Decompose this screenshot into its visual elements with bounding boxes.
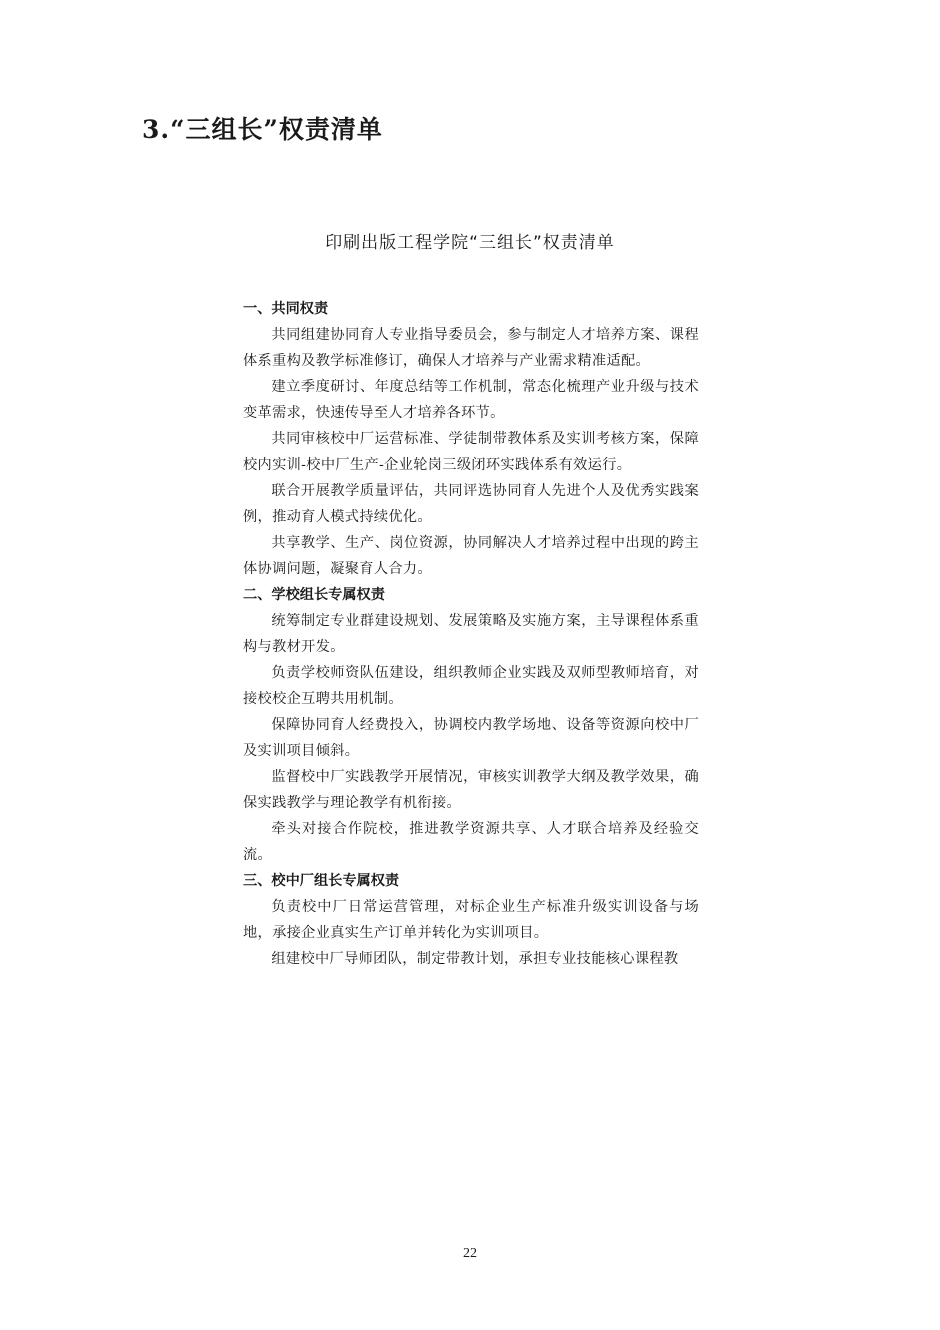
- section-factory-leader-duties: [243, 868, 699, 972]
- paragraph: 负责校中厂日常运营管理，对标企业生产标准升级实训设备与场地，承接企业真实生产订单并转化为实训项目。: [243, 899, 699, 941]
- paragraph: 共享教学、生产、岗位资源，协同解决人才培养过程中出现的跨主体协调问题，凝聚育人合力。: [243, 535, 699, 577]
- section-title: 三、校中厂组长专属权责: [243, 873, 400, 889]
- section-school-leader-duties: [243, 582, 699, 868]
- paragraph: 共同组建协同育人专业指导委员会，参与制定人才培养方案、课程体系重构及教学标准修订，确保人才培养与产业需求精准适配。: [243, 327, 699, 369]
- paragraph: 负责学校师资队伍建设，组织教师企业实践及双师型教师培育，对接校校企互聘共用机制。: [243, 665, 699, 707]
- section-title: 二、学校组长专属权责: [243, 587, 385, 603]
- paragraph: 共同审核校中厂运营标准、学徒制带教体系及实训考核方案，保障校内实训-校中厂生产-企业轮岗三级闭环实践体系有效运行。: [243, 431, 699, 473]
- paragraph: 组建校中厂导师团队，制定带教计划，承担专业技能核心课程教: [271, 951, 679, 967]
- document-body: [243, 296, 699, 972]
- paragraph: 联合开展教学质量评估，共同评选协同育人先进个人及优秀实践案例，推动育人模式持续优化。: [243, 483, 699, 525]
- list-title: 印刷出版工程学院“三组长”权责清单: [325, 233, 615, 253]
- paragraph: 保障协同育人经费投入，协调校内教学场地、设备等资源向校中厂及实训项目倾斜。: [243, 717, 699, 759]
- section-shared-duties: [243, 296, 699, 582]
- paragraph: 牵头对接合作院校，推进教学资源共享、人才联合培养及经验交流。: [243, 821, 699, 863]
- page-heading: 3.“三组长”权责清单: [142, 115, 383, 144]
- paragraph: 建立季度研讨、年度总结等工作机制，常态化梳理产业升级与技术变革需求，快速传导至人才培养各环节。: [243, 379, 699, 421]
- section-title: 一、共同权责: [243, 301, 329, 317]
- paragraph: 统筹制定专业群建设规划、发展策略及实施方案，主导课程体系重构与教材开发。: [243, 613, 699, 655]
- paragraph: 监督校中厂实践教学开展情况，审核实训教学大纲及教学效果，确保实践教学与理论教学有机衔接。: [243, 769, 699, 811]
- page-number: 22: [463, 1246, 477, 1261]
